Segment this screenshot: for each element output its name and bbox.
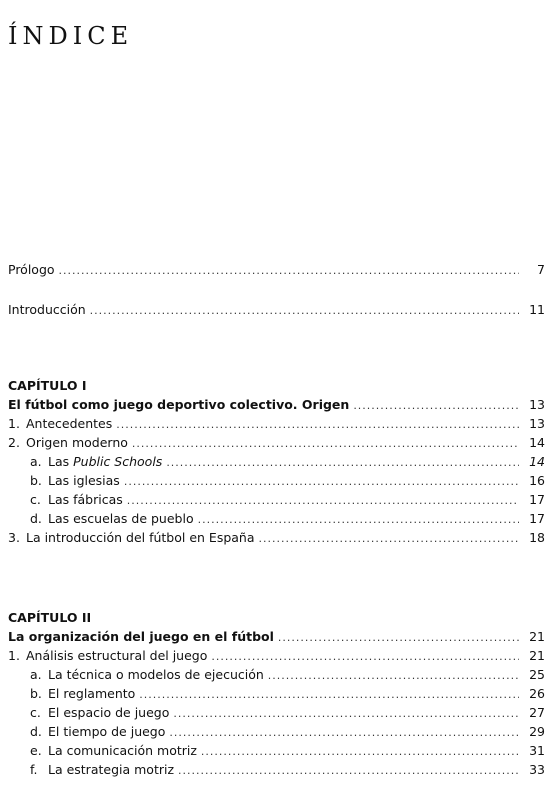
dot-leader bbox=[353, 397, 519, 415]
toc-entry-page: 16 bbox=[529, 473, 545, 488]
dot-leader bbox=[132, 435, 519, 453]
toc-entry-label: Análisis estructural del juego bbox=[25, 648, 208, 663]
toc-entry-number: a. bbox=[30, 667, 42, 682]
toc-subentry[interactable] bbox=[8, 666, 545, 684]
toc-entry-label: La técnica o modelos de ejecución bbox=[47, 667, 264, 682]
toc-entry-number: 3. bbox=[8, 530, 20, 545]
toc-entry-label: La comunicación motriz bbox=[47, 743, 197, 758]
toc-entry-number: d. bbox=[30, 724, 42, 739]
toc-entry-page: 18 bbox=[529, 530, 545, 545]
dot-leader bbox=[127, 492, 519, 510]
dot-leader bbox=[201, 743, 519, 761]
toc-entry[interactable] bbox=[8, 647, 545, 665]
toc-entry[interactable] bbox=[8, 434, 545, 452]
dot-leader bbox=[139, 686, 519, 704]
toc-entry-label: La organización del juego en el fútbol bbox=[8, 629, 274, 644]
toc-entry-page: 13 bbox=[529, 397, 545, 412]
toc-entry-label-italic: Public Schools bbox=[73, 454, 163, 469]
toc-entry-label: La introducción del fútbol en España bbox=[25, 530, 255, 545]
toc-entry-label: Las iglesias bbox=[47, 473, 120, 488]
toc-entry-label: El reglamento bbox=[47, 686, 136, 701]
dot-leader bbox=[90, 302, 519, 320]
toc-entry-label: Antecedentes bbox=[25, 416, 113, 431]
toc-entry-label: La estrategia motriz bbox=[47, 762, 175, 777]
toc-entry[interactable] bbox=[8, 415, 545, 433]
toc-entry-number: b. bbox=[30, 473, 42, 488]
dot-leader bbox=[169, 724, 519, 742]
toc-entry-number: d. bbox=[30, 511, 42, 526]
dot-leader bbox=[268, 667, 519, 685]
toc-entry-number: e. bbox=[30, 743, 42, 758]
toc-entry-label-prefix: Las bbox=[47, 454, 74, 469]
toc-subentry[interactable] bbox=[8, 761, 545, 779]
toc-entry-number: c. bbox=[30, 705, 41, 720]
toc-entry-page: 14 bbox=[529, 435, 545, 450]
dot-leader bbox=[59, 262, 519, 280]
toc-entry-page: 29 bbox=[529, 724, 545, 739]
toc-entry[interactable] bbox=[8, 529, 545, 547]
toc-entry-page: 21 bbox=[529, 648, 545, 663]
toc-subentry[interactable] bbox=[8, 510, 545, 528]
toc-entry-page: 7 bbox=[537, 262, 545, 277]
toc-entry-page: 27 bbox=[529, 705, 545, 720]
toc-entry-label: Las escuelas de pueblo bbox=[47, 511, 194, 526]
toc-entry-number: 1. bbox=[8, 416, 20, 431]
toc-entry-number: 2. bbox=[8, 435, 20, 450]
toc-entry-page: 13 bbox=[529, 416, 545, 431]
toc-entry-page: 31 bbox=[529, 743, 545, 758]
chapter-heading: CAPÍTULO II bbox=[8, 610, 92, 625]
toc-entry-number: f. bbox=[30, 762, 38, 777]
toc-subentry[interactable] bbox=[8, 491, 545, 509]
toc-entry-label: El espacio de juego bbox=[47, 705, 170, 720]
toc-entry-number: c. bbox=[30, 492, 41, 507]
dot-leader bbox=[211, 648, 519, 666]
toc-subentry[interactable] bbox=[8, 685, 545, 703]
toc-entry-number: a. bbox=[30, 454, 42, 469]
dot-leader bbox=[178, 762, 519, 780]
toc-entry-page: 14 bbox=[529, 454, 545, 469]
page-title: ÍNDICE bbox=[8, 22, 134, 50]
toc-entry-page: 25 bbox=[529, 667, 545, 682]
toc-entry-page: 21 bbox=[529, 629, 545, 644]
dot-leader bbox=[259, 530, 519, 548]
toc-entry-page: 11 bbox=[529, 302, 545, 317]
toc-entry-number: 1. bbox=[8, 648, 20, 663]
toc-subentry[interactable] bbox=[8, 742, 545, 760]
toc-subentry[interactable] bbox=[8, 453, 545, 471]
toc-entry-label: Introducción bbox=[8, 302, 86, 317]
chapter-title-entry[interactable] bbox=[8, 628, 545, 646]
dot-leader bbox=[198, 511, 519, 529]
toc-entry-page: 33 bbox=[529, 762, 545, 777]
toc-entry-number: b. bbox=[30, 686, 42, 701]
toc-subentry[interactable] bbox=[8, 704, 545, 722]
toc-subentry[interactable] bbox=[8, 472, 545, 490]
toc-entry-label: Prólogo bbox=[8, 262, 55, 277]
toc-entry-page: 17 bbox=[529, 492, 545, 507]
dot-leader bbox=[173, 705, 519, 723]
toc-entry-label: Origen moderno bbox=[25, 435, 128, 450]
dot-leader bbox=[124, 473, 519, 491]
dot-leader bbox=[166, 454, 519, 472]
toc-entry-introduccion[interactable] bbox=[8, 301, 545, 319]
chapter-title-entry[interactable] bbox=[8, 396, 545, 414]
toc-entry-prologo[interactable] bbox=[8, 261, 545, 279]
toc-entry-page: 17 bbox=[529, 511, 545, 526]
dot-leader bbox=[278, 629, 519, 647]
toc-subentry[interactable] bbox=[8, 723, 545, 741]
toc-entry-label: El fútbol como juego deportivo colectivo. Origen bbox=[8, 397, 350, 412]
toc-entry-label: El tiempo de juego bbox=[47, 724, 166, 739]
dot-leader bbox=[116, 416, 519, 434]
toc-entry-label: Las fábricas bbox=[47, 492, 123, 507]
toc-entry-page: 26 bbox=[529, 686, 545, 701]
chapter-heading: CAPÍTULO I bbox=[8, 378, 87, 393]
